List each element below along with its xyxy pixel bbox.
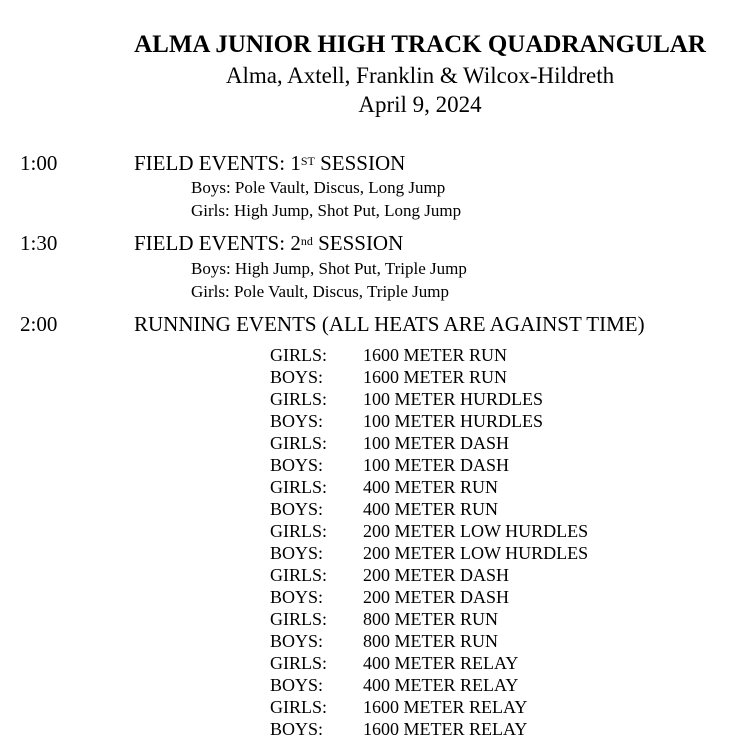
event-row xyxy=(270,652,710,674)
event-row xyxy=(270,718,710,740)
event-name: 200 METER DASH xyxy=(363,565,510,585)
event-gender: GIRLS: xyxy=(270,565,328,585)
event-row xyxy=(270,630,710,652)
session-2-time: 1:30 xyxy=(20,231,58,255)
running-events-time: 2:00 xyxy=(20,312,58,336)
event-row xyxy=(270,674,710,696)
session-2-boys-events: Boys: High Jump, Shot Put, Triple Jump xyxy=(191,259,467,278)
event-name: 100 METER DASH xyxy=(363,455,510,475)
session-1-heading xyxy=(134,150,405,176)
event-gender: BOYS: xyxy=(270,499,324,519)
event-gender: GIRLS: xyxy=(270,609,328,629)
session-1-time: 1:00 xyxy=(20,151,58,175)
event-name: 1600 METER RELAY xyxy=(363,697,528,717)
event-row xyxy=(270,344,710,366)
event-gender: GIRLS: xyxy=(270,433,328,453)
event-row xyxy=(270,608,710,630)
event-row xyxy=(270,498,710,520)
event-name: 800 METER RUN xyxy=(363,609,498,629)
event-row xyxy=(270,476,710,498)
event-gender: BOYS: xyxy=(270,587,324,607)
event-row xyxy=(270,388,710,410)
session-2-heading-suffix: SESSION xyxy=(312,231,404,255)
session-1-heading-suffix: SESSION xyxy=(314,151,406,175)
event-row xyxy=(270,520,710,542)
event-row xyxy=(270,586,710,608)
event-name: 200 METER LOW HURDLES xyxy=(363,521,589,541)
session-1-boys-events: Boys: Pole Vault, Discus, Long Jump xyxy=(191,178,446,197)
session-1-girls-events: Girls: High Jump, Shot Put, Long Jump xyxy=(191,201,462,220)
event-name: 100 METER HURDLES xyxy=(363,411,543,431)
event-gender: BOYS: xyxy=(270,719,324,739)
event-row xyxy=(270,366,710,388)
event-gender: GIRLS: xyxy=(270,477,328,497)
event-name: 400 METER RUN xyxy=(363,477,498,497)
event-row xyxy=(270,696,710,718)
event-row xyxy=(270,410,710,432)
running-events-list xyxy=(270,344,710,740)
event-row xyxy=(270,432,710,454)
event-name: 400 METER RUN xyxy=(363,499,498,519)
event-gender: BOYS: xyxy=(270,455,324,475)
event-name: 1600 METER RUN xyxy=(363,345,507,365)
event-name: 100 METER HURDLES xyxy=(363,389,543,409)
event-name: 200 METER DASH xyxy=(363,587,510,607)
session-1-heading-prefix: FIELD EVENTS: 1 xyxy=(134,151,301,175)
event-gender: GIRLS: xyxy=(270,521,328,541)
event-name: 100 METER DASH xyxy=(363,433,510,453)
event-gender: BOYS: xyxy=(270,543,324,563)
event-gender: GIRLS: xyxy=(270,697,328,717)
event-row xyxy=(270,542,710,564)
event-gender: BOYS: xyxy=(270,675,324,695)
meet-date: April 9, 2024 xyxy=(358,92,482,117)
event-name: 400 METER RELAY xyxy=(363,653,519,673)
event-gender: GIRLS: xyxy=(270,389,328,409)
event-name: 400 METER RELAY xyxy=(363,675,519,695)
session-1-ordinal-suffix: ST xyxy=(300,154,315,168)
document-title: ALMA JUNIOR HIGH TRACK QUADRANGULAR xyxy=(134,31,706,58)
event-gender: BOYS: xyxy=(270,367,324,387)
event-name: 1600 METER RUN xyxy=(363,367,507,387)
session-2-ordinal-suffix: nd xyxy=(300,234,313,248)
event-name: 200 METER LOW HURDLES xyxy=(363,543,589,563)
event-name: 800 METER RUN xyxy=(363,631,498,651)
running-events-heading: RUNNING EVENTS (ALL HEATS ARE AGAINST TIME) xyxy=(134,312,645,336)
event-name: 1600 METER RELAY xyxy=(363,719,528,739)
event-gender: GIRLS: xyxy=(270,653,328,673)
session-2-heading xyxy=(134,230,403,256)
event-gender: BOYS: xyxy=(270,631,324,651)
event-row xyxy=(270,564,710,586)
event-gender: GIRLS: xyxy=(270,345,328,365)
event-gender: BOYS: xyxy=(270,411,324,431)
event-row xyxy=(270,454,710,476)
participating-teams: Alma, Axtell, Franklin & Wilcox-Hildreth xyxy=(225,63,615,88)
session-2-girls-events: Girls: Pole Vault, Discus, Triple Jump xyxy=(191,282,450,301)
session-2-heading-prefix: FIELD EVENTS: 2 xyxy=(134,231,301,255)
